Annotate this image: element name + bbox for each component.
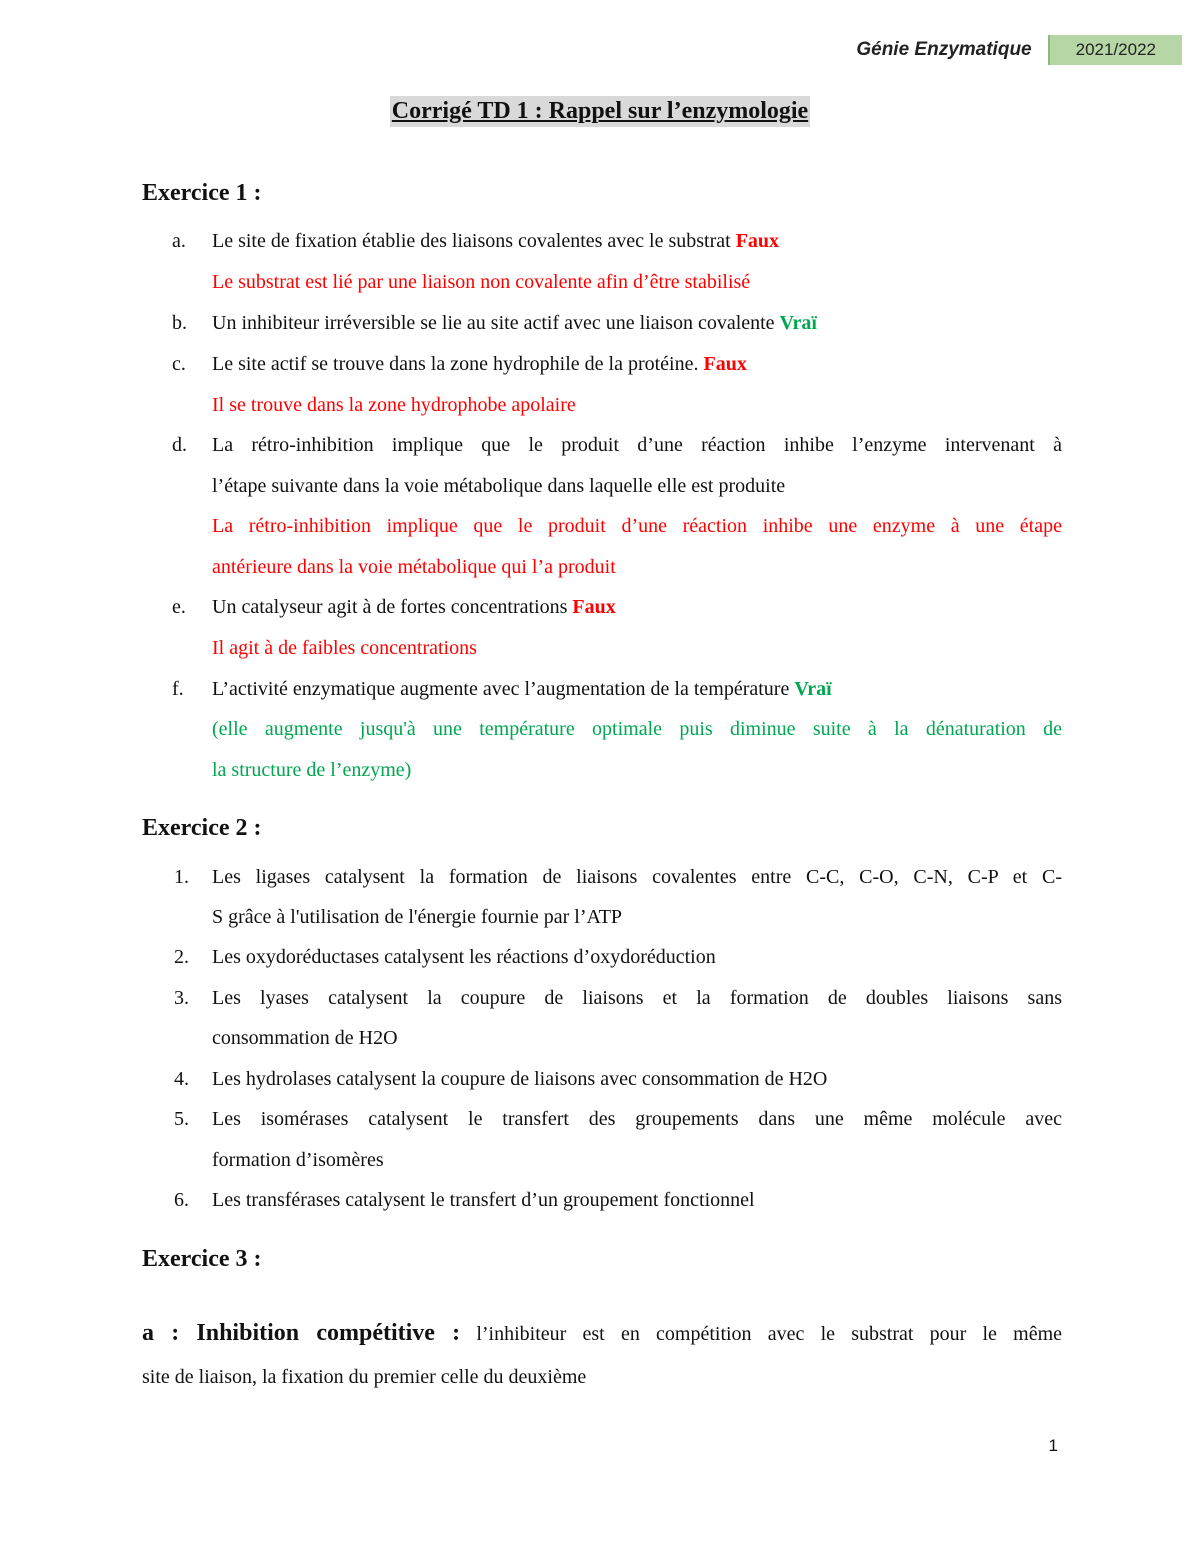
ex2-item-1-text-2: S grâce à l'utilisation de l'énergie fournie par l’ATP — [212, 906, 623, 928]
ex1-item-a-correction: Le substrat est lié par une liaison non covalente afin d’être stabilisé — [212, 271, 751, 293]
ex1-item-e-verdict: Faux — [572, 596, 616, 618]
ex1-item-b — [172, 312, 1062, 335]
ex1-item-d-marker: d. — [172, 434, 187, 456]
ex1-item-c — [172, 353, 1062, 376]
ex2-item-3 — [174, 987, 1062, 1010]
ex1-item-f-marker: f. — [172, 678, 184, 700]
exercise-2-heading: Exercice 2 : — [142, 815, 262, 841]
ex3-text-1: l’inhibiteur est en compétition avec le substrat pour le même — [460, 1323, 1063, 1345]
ex1-item-a — [172, 230, 1062, 253]
ex2-item-3-text-2: consommation de H2O — [212, 1027, 398, 1049]
ex3-paragraph-line1 — [142, 1320, 1062, 1347]
ex2-item-2-marker: 2. — [174, 946, 189, 968]
ex1-item-e-text: Un catalyseur agit à de fortes concentrations — [212, 596, 573, 618]
ex1-item-b-marker: b. — [172, 312, 187, 334]
ex2-item-5-text-2: formation d’isomères — [212, 1149, 384, 1171]
ex2-item-6-text: Les transférases catalysent le transfert d’un groupement fonctionnel — [212, 1189, 755, 1211]
ex1-item-b-text: Un inhibiteur irréversible se lie au site actif avec une liaison covalente — [212, 312, 780, 334]
ex1-item-c-marker: c. — [172, 353, 186, 375]
exercise-1-heading: Exercice 1 : — [142, 180, 262, 206]
ex3-inhibition-label: a : Inhibition compétitive : — [142, 1320, 461, 1346]
ex2-item-5-text-1: Les isomérases catalysent le transfert des groupements dans une même molécule avec — [212, 1108, 1062, 1130]
ex2-item-6-marker: 6. — [174, 1189, 189, 1211]
ex2-item-1-marker: 1. — [174, 866, 189, 888]
ex3-text-2: site de liaison, la fixation du premier celle du deuxième — [142, 1366, 587, 1388]
ex2-item-3-text-1: Les lyases catalysent la coupure de liaisons et la formation de doubles liaisons sans — [212, 987, 1062, 1009]
ex2-item-5 — [174, 1108, 1062, 1131]
ex1-item-a-verdict: Faux — [735, 230, 780, 252]
ex2-item-2 — [174, 946, 1062, 969]
ex1-item-f-note-2: la structure de l’enzyme) — [212, 759, 412, 781]
ex2-item-2-text: Les oxydoréductases catalysent les réactions d’oxydoréduction — [212, 946, 716, 968]
ex1-item-f-text: L’activité enzymatique augmente avec l’augmentation de la température — [212, 678, 795, 700]
ex1-item-e — [172, 596, 1062, 619]
ex2-item-3-marker: 3. — [174, 987, 189, 1009]
ex2-item-4 — [174, 1068, 1062, 1091]
ex1-item-d-text-1: La rétro-inhibition implique que le produit d’une réaction inhibe l’enzyme intervenant à — [212, 434, 1062, 456]
page-number: 1 — [1048, 1436, 1058, 1455]
exercise-3-heading: Exercice 3 : — [142, 1246, 262, 1272]
ex2-item-6 — [174, 1189, 1062, 1212]
page-title: Corrigé TD 1 : Rappel sur l’enzymologie — [390, 96, 810, 127]
ex1-item-a-marker: a. — [172, 230, 186, 252]
ex2-item-4-marker: 4. — [174, 1068, 189, 1090]
ex1-item-e-marker: e. — [172, 596, 186, 618]
ex2-item-1-text-1: Les ligases catalysent la formation de liaisons covalentes entre C-C, C-O, C-N, C-P et C- — [212, 866, 1062, 888]
header-subject: Génie Enzymatique — [856, 39, 1032, 60]
ex2-item-1 — [174, 866, 1062, 889]
ex1-item-c-verdict: Faux — [703, 353, 747, 375]
ex2-item-4-text: Les hydrolases catalysent la coupure de liaisons avec consommation de H2O — [212, 1068, 828, 1090]
ex1-item-b-verdict: Vraï — [779, 312, 817, 334]
ex1-item-f-note-1: (elle augmente jusqu'à une température optimale puis diminue suite à la dénaturation de — [212, 718, 1062, 740]
ex1-item-c-text: Le site actif se trouve dans la zone hydrophile de la protéine. — [212, 353, 704, 375]
ex1-item-d-correction-2: antérieure dans la voie métabolique qui l’a produit — [212, 556, 616, 578]
ex1-item-a-text: Le site de fixation établie des liaisons covalentes avec le substrat — [212, 230, 736, 252]
ex2-item-5-marker: 5. — [174, 1108, 189, 1130]
ex1-item-d-line1 — [172, 434, 1062, 457]
ex1-item-f-verdict: Vraï — [794, 678, 832, 700]
ex1-item-d-line2: l’étape suivante dans la voie métabolique dans laquelle elle est produite — [212, 475, 786, 497]
ex1-item-f — [172, 678, 1062, 701]
page-header — [856, 35, 1182, 65]
ex1-item-e-correction: Il agit à de faibles concentrations — [212, 637, 477, 659]
ex1-item-d-correction-1: La rétro-inhibition implique que le produit d’une réaction inhibe une enzyme à une étape — [212, 515, 1062, 537]
header-year: 2021/2022 — [1048, 35, 1182, 65]
ex1-item-c-correction: Il se trouve dans la zone hydrophobe apolaire — [212, 394, 576, 416]
title-wrap — [0, 96, 1200, 127]
